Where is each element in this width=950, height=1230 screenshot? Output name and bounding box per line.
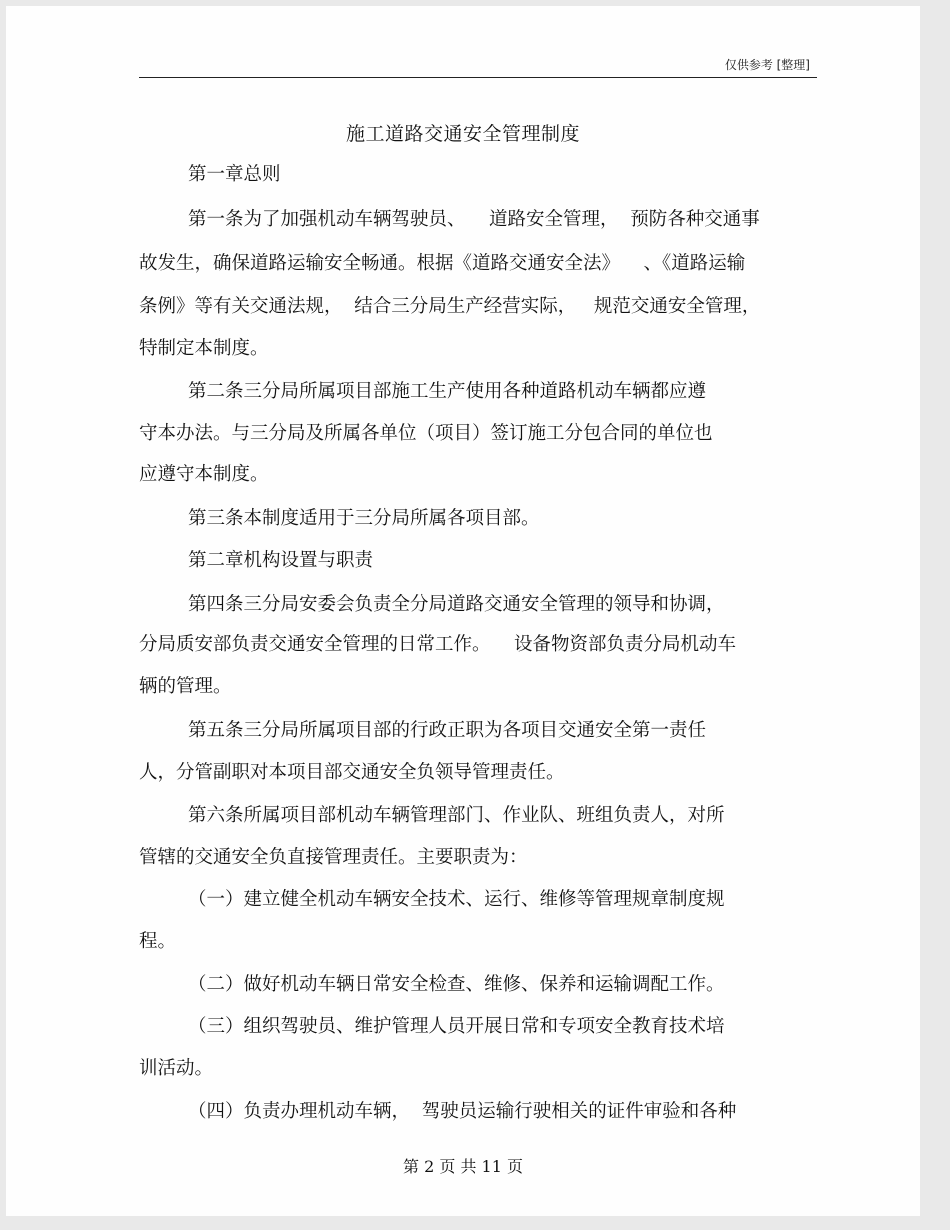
text-line: 故发生，确保道路运输安全畅通。根据《道路交通安全法》 、《道路运输	[139, 253, 746, 274]
page-number: 第 2 页 共 11 页	[403, 1157, 523, 1176]
text-line: 第五条三分局所属项目部的行政正职为各项目交通安全第一责任	[188, 720, 707, 741]
text-line: 管辖的交通安全负直接管理责任。主要职责为：	[139, 847, 528, 868]
text-line: 人，分管副职对本项目部交通安全负领导管理责任。	[139, 762, 565, 783]
text-line: 特制定本制度。	[139, 338, 269, 359]
chapter-heading: 第二章机构设置与职责	[188, 550, 374, 571]
list-item: （一）建立健全机动车辆安全技术、运行、维修等管理规章制度规	[188, 889, 725, 910]
text-line: 程。	[139, 931, 177, 952]
text-line: 第一条为了加强机动车辆驾驶员、 道路安全管理， 预防各种交通事	[188, 209, 760, 230]
chapter-heading: 第一章总则	[188, 164, 281, 185]
text-line: 第二条三分局所属项目部施工生产使用各种道路机动车辆都应遵	[188, 381, 707, 402]
text-line: 训活动。	[139, 1058, 214, 1079]
list-item: （二）做好机动车辆日常安全检查、维修、保养和运输调配工作。	[188, 974, 725, 995]
text-line: 条例》等有关交通法规， 结合三分局生产经营实际， 规范交通安全管理，	[139, 296, 761, 317]
text-line: 应遵守本制度。	[139, 464, 269, 485]
document-title: 施工道路交通安全管理制度	[345, 123, 580, 145]
document-page	[6, 6, 920, 1216]
text-line: 分局质安部负责交通安全管理的日常工作。 设备物资部负责分局机动车	[139, 634, 737, 655]
text-line: 守本办法。与三分局及所属各单位（项目）签订施工分包合同的单位也	[139, 423, 713, 444]
text-line: 第六条所属项目部机动车辆管理部门、作业队、班组负责人，对所	[188, 805, 725, 826]
list-item: （四）负责办理机动车辆， 驾驶员运输行驶相关的证件审验和各种	[188, 1101, 737, 1122]
text-line: 辆的管理。	[139, 676, 232, 697]
header-divider	[139, 77, 817, 78]
header-note: 仅供参考 [整理]	[724, 58, 810, 72]
list-item: （三）组织驾驶员、维护管理人员开展日常和专项安全教育技术培	[188, 1016, 725, 1037]
text-line: 第四条三分局安委会负责全分局道路交通安全管理的领导和协调，	[188, 594, 725, 615]
text-line: 第三条本制度适用于三分局所属各项目部。	[188, 508, 540, 529]
